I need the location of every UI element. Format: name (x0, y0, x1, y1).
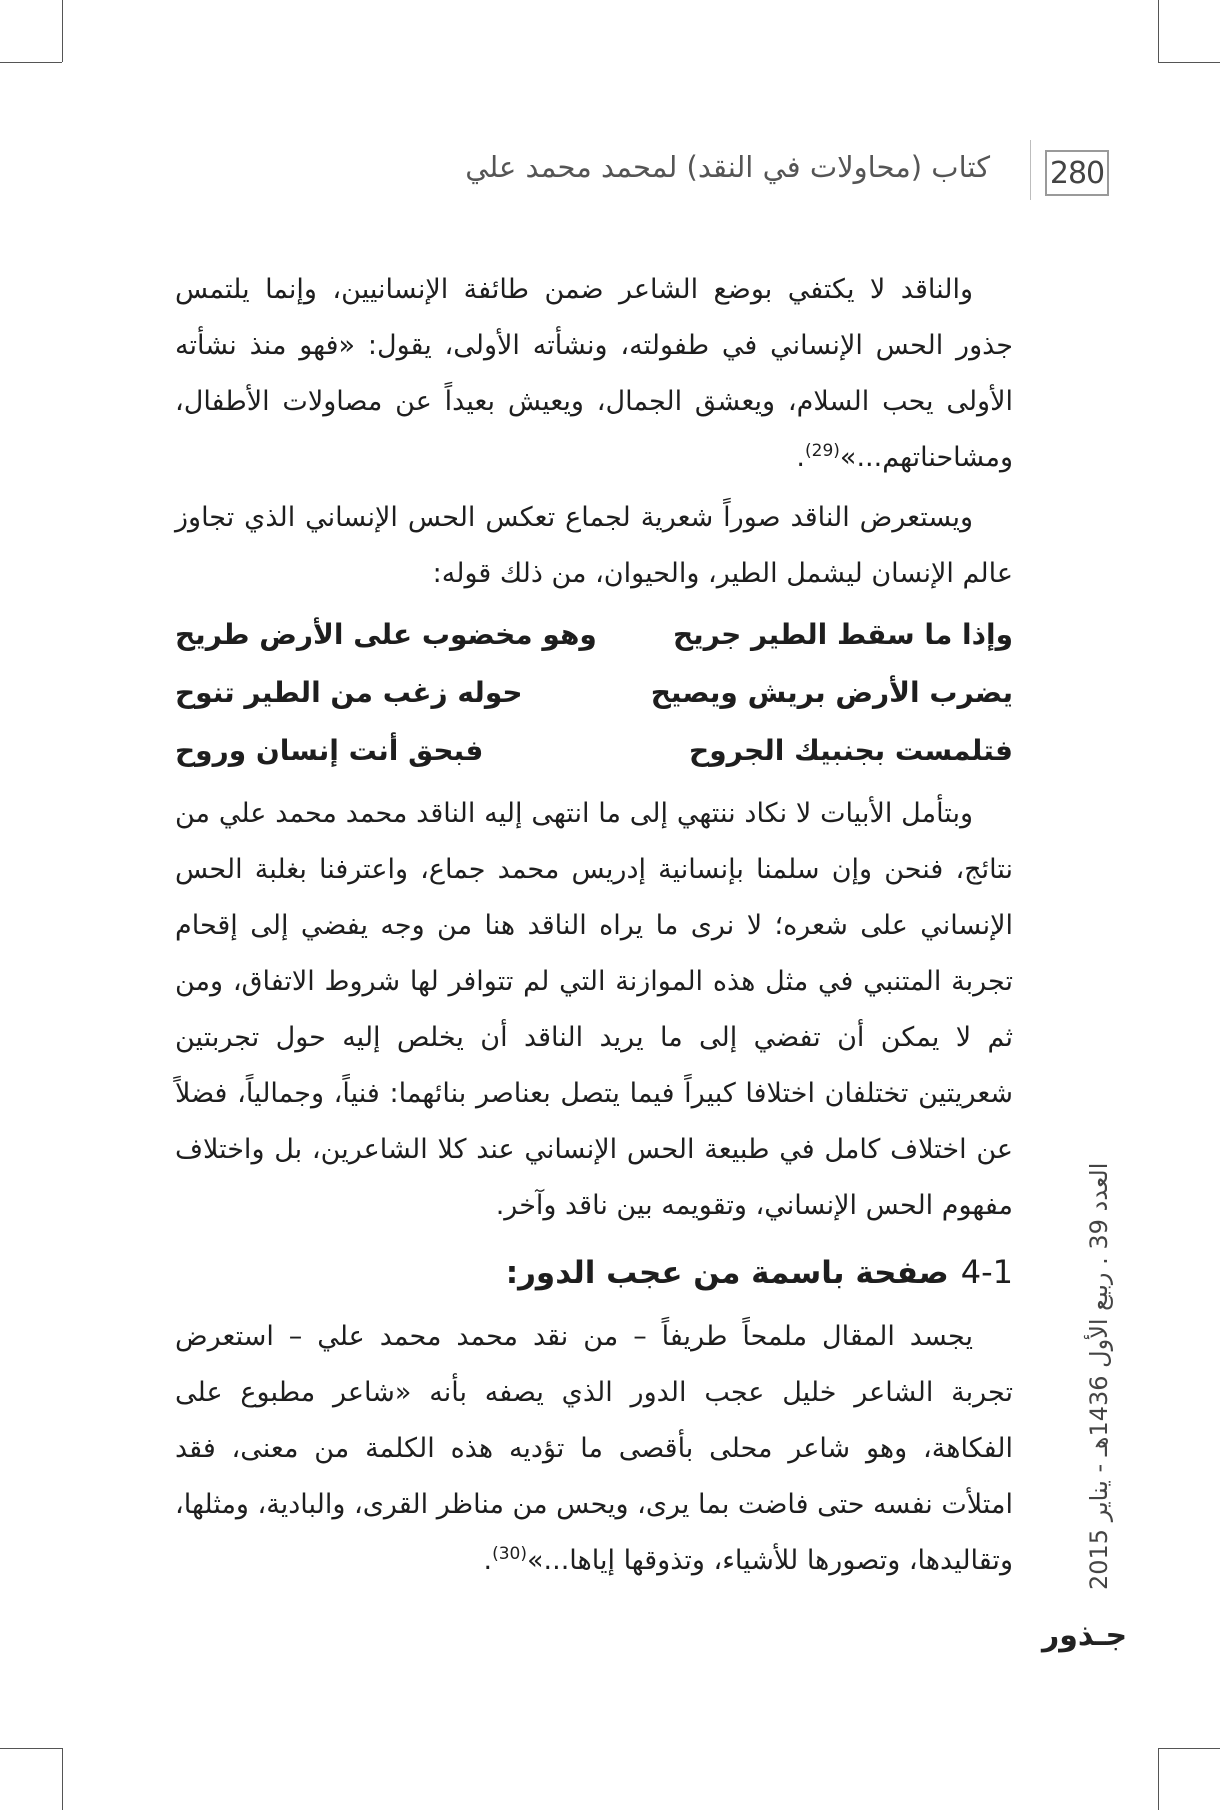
issue-info: العدد 39 . ربيع الأول 1436هـ - يناير 2015 (1085, 1162, 1113, 1590)
crop-mark (0, 1748, 62, 1749)
crop-mark (62, 0, 63, 62)
crop-mark (1158, 62, 1220, 63)
crop-mark (0, 62, 62, 63)
paragraph: ويستعرض الناقد صوراً شعرية لجماع تعكس الحس الإنساني الذي تجاوز عالم الإنسان ليشمل الطير، والحيوان، من ذلك قوله: (175, 502, 1013, 589)
article-body (175, 262, 1013, 1593)
footnote-ref[interactable]: (30) (492, 1544, 528, 1564)
crop-mark (1158, 1748, 1220, 1749)
poem (175, 606, 1013, 780)
footnote-ref[interactable]: (29) (805, 441, 840, 461)
verse-line (175, 664, 1013, 722)
paragraph-text: يجسد المقال ملمحاً طريفاً – من نقد محمد محمد علي – استعرض تجربة الشاعر خليل عجب الدور الذي يصفه بأنه «شاعر مطبوع على الفكاهة، وهو شاعر محلى بأقصى ما تؤديه هذه الكلمة من معنى، فقد امتلأت نفسه حتى فاضت بما يرى، ويحس من مناظر القرى، والبادية، ومثلها، وتقاليدها، وتصورها للأشياء، وتذوقها إياها...» (175, 1321, 1013, 1576)
section-heading (175, 1242, 1013, 1303)
paragraph (175, 262, 1013, 486)
crop-mark (1158, 0, 1159, 62)
paragraph-end: . (483, 1545, 493, 1576)
paragraph: وبتأمل الأبيات لا نكاد ننتهي إلى ما انتهى إليه الناقد محمد محمد علي من نتائج، فنحن وإن سلمنا بإنسانية إدريس محمد جماع، واعترفنا بغلبة الحس الإنساني على شعره؛ لا نرى ما يراه الناقد هنا من وجه يفضي إلى إقحام تجربة المتنبي في مثل هذه الموازنة التي لم تتوافر لها شروط الاتفاق، ومن ثم لا يمكن أن تفضي إلى ما يريد الناقد أن يخلص إليه حول تجربتين شعريتين تختلفان اختلافا كبيراً فيما يتصل بعناصر بنائهما: فنياً، وجمالياً، فضلاً عن اختلاف كامل في طبيعة الحس الإنساني عند كلا الشاعرين، بل واختلاف مفهوم الحس الإنساني، وتقويمه بين ناقد وآخر. (175, 798, 1013, 1221)
paragraph-end: . (796, 442, 806, 473)
paragraph-text: والناقد لا يكتفي بوضع الشاعر ضمن طائفة الإنسانيين، وإنما يلتمس جذور الحس الإنساني في طفولته، ونشأته الأولى، يقول: «فهو منذ نشأته الأولى يحب السلام، ويعشق الجمال، ويعيش بعيداً عن مصاولات الأطفال، ومشاحناتهم...» (175, 274, 1013, 473)
header-divider (1030, 140, 1031, 200)
verse-second-hemistich: فبحق أنت إنسان وروح (175, 734, 484, 767)
crop-mark (62, 1748, 63, 1810)
verse-first-hemistich: فتلمست بجنبيك الجروح (689, 734, 1013, 767)
section-title: صفحة باسمة من عجب الدور: (505, 1255, 949, 1291)
verse-line (175, 722, 1013, 780)
verse-second-hemistich: حوله زغب من الطير تنوح (175, 676, 523, 709)
verse-first-hemistich: وإذا ما سقط الطير جريح (672, 618, 1013, 651)
verse-line (175, 606, 1013, 664)
page-number: 280 (1045, 150, 1109, 196)
section-number: 4-1 (960, 1253, 1013, 1291)
journal-logo: جـذور (1042, 1618, 1128, 1653)
crop-mark (1158, 1748, 1159, 1810)
verse-second-hemistich: وهو مخضوب على الأرض طريح (175, 618, 597, 651)
paragraph (175, 1309, 1013, 1589)
verse-first-hemistich: يضرب الأرض بريش ويصيح (650, 676, 1013, 709)
running-title: كتاب (محاولات في النقد) لمحمد محمد علي (465, 150, 990, 184)
